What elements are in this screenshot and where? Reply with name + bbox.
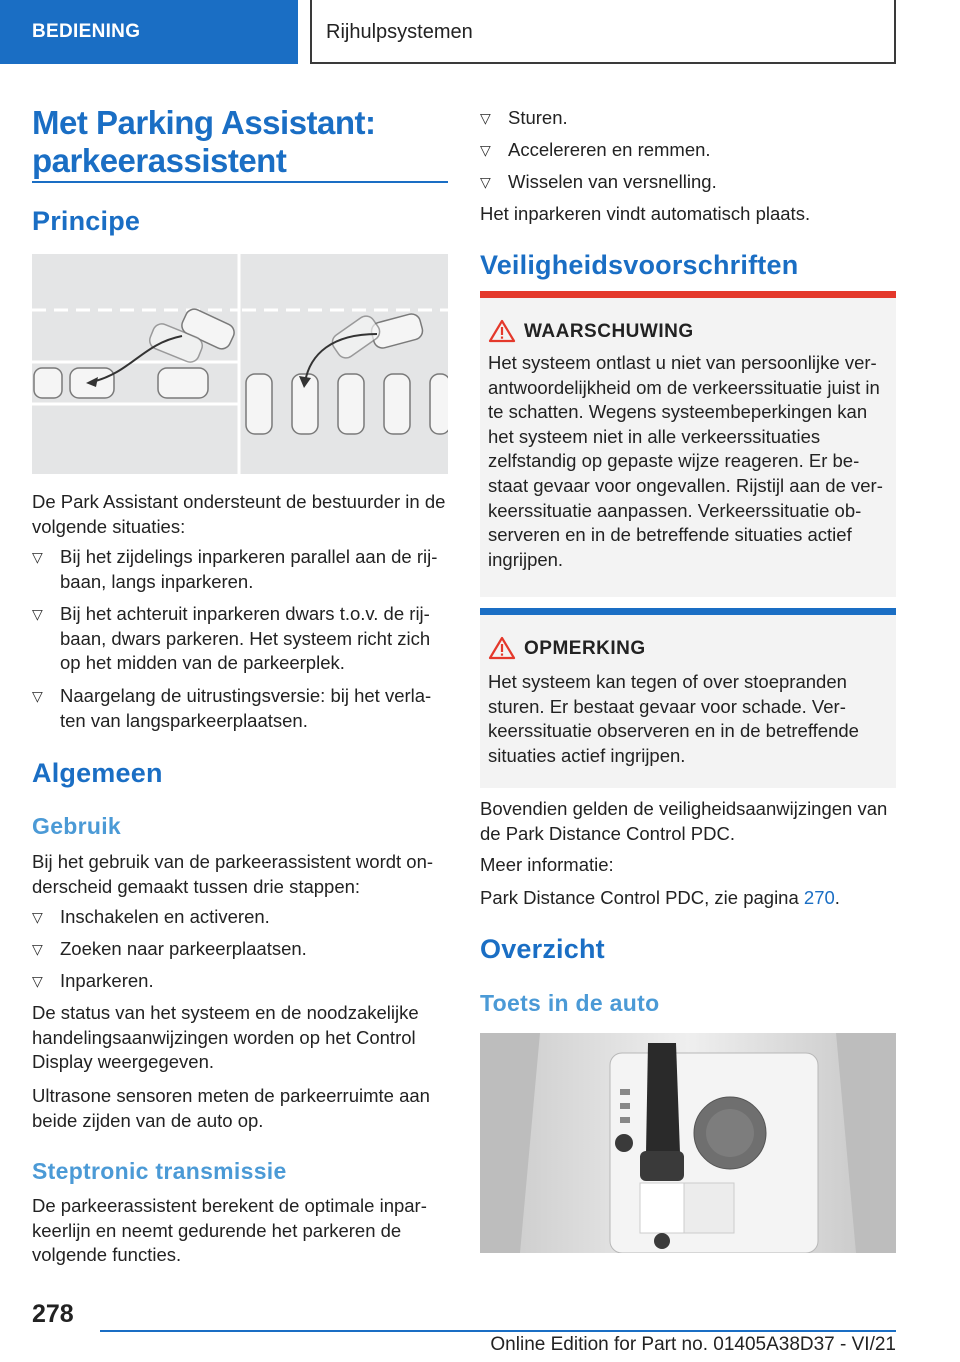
sensor-text: Ultrasone sensoren meten de parkeerruimte aan beide zijden van de auto op. [32, 1085, 430, 1131]
triangle-bullet-icon: ▽ [480, 110, 491, 126]
title-divider [32, 181, 448, 183]
heading-overzicht: Overzicht [480, 934, 605, 964]
warning-text: Het systeem ontlast u niet van persoonlijke ver-antwoordelijkheid om de verkeerssituatie juist in te schatten. Wegens systeembeperkingen kan het systeem niet in alle verkeerssituaties zelfstandig op gepaste wijze reageren. Er be-staat gevaar voor ongevallen. Rijstijl aan de ver-keerssituatie aanpassen. Verkeerssituatie ob-serveren en in de betreffende situaties actief ingrijpen. [488, 352, 883, 570]
also-text: Bovendien gelden de veiligheidsaanwijzingen van de Park Distance Control PDC. [480, 798, 888, 844]
triangle-bullet-icon: ▽ [480, 142, 491, 158]
page-number: 278 [32, 1300, 74, 1328]
triangle-bullet-icon: ▽ [32, 606, 43, 622]
list-item: ▽ Inschakelen en activeren. [32, 905, 448, 930]
status-text: De status van het systeem en de noodzakelijke handelingsaanwijzingen worden op het Control Display weergegeven. [32, 1002, 419, 1072]
list-item: ▽ Bij het zijdelings inparkeren parallel aan de rij-baan, langs inparkeren. [32, 546, 438, 592]
more-info-label: Meer informatie: [480, 854, 614, 875]
principe-intro: De Park Assistant ondersteunt de bestuurder in de volgende situaties: [32, 491, 446, 537]
chapter-title: Rijhulpsystemen [310, 0, 896, 64]
caution-triangle-icon [488, 636, 516, 660]
triangle-bullet-icon: ▽ [32, 973, 43, 989]
footer-edition: Online Edition for Part no. 01405A38D37 - VI/21 [490, 1334, 896, 1355]
warning-bar [480, 291, 896, 298]
more-info-ref: Park Distance Control PDC, zie pagina 270. [480, 887, 840, 908]
list-item: ▽ Inparkeren. [32, 969, 448, 994]
list-item: ▽ Naargelang de uitrustingsversie: bij het verla-ten van langsparkeerplaatsen. [32, 685, 432, 731]
list-item: ▽ Wisselen van versnelling. [480, 170, 896, 195]
heading-steptronic: Steptronic transmissie [32, 1158, 287, 1184]
gebruik-text: Bij het gebruik van de parkeerassistent wordt on-derscheid gemaakt tussen drie stappen: [32, 851, 434, 897]
note-label: OPMERKING [524, 638, 646, 659]
footer-divider [100, 1330, 896, 1332]
heading-gebruik: Gebruik [32, 813, 122, 839]
warning-triangle-icon [488, 319, 516, 343]
parking-diagram [32, 254, 448, 474]
list-item: ▽ Zoeken naar parkeerplaatsen. [32, 937, 448, 962]
note-bar [480, 608, 896, 615]
note-text: Het systeem kan tegen of over stoepranden sturen. Er bestaat gevaar voor schade. Ver-keerssituatie observeren en in de betreffende situaties actief ingrijpen. [488, 671, 859, 766]
console-photo [480, 1033, 896, 1253]
warning-label: WAARSCHUWING [524, 321, 694, 342]
heading-algemeen: Algemeen [32, 758, 163, 788]
triangle-bullet-icon: ▽ [32, 941, 43, 957]
note-box [480, 608, 896, 788]
heading-toets: Toets in de auto [480, 990, 660, 1016]
steptronic-after: Het inparkeren vindt automatisch plaats. [480, 203, 811, 224]
heading-veiligheid: Veiligheidsvoorschriften [480, 250, 799, 280]
heading-principe: Principe [32, 206, 141, 236]
triangle-bullet-icon: ▽ [32, 909, 43, 925]
list-item: ▽ Accelereren en remmen. [480, 138, 896, 163]
section-tab: BEDIENING [0, 0, 298, 64]
parking-illustration [32, 254, 448, 474]
triangle-bullet-icon: ▽ [480, 174, 491, 190]
triangle-bullet-icon: ▽ [32, 688, 43, 704]
list-item: ▽ Bij het achteruit inparkeren dwars t.o.v. de rij-baan, dwars parkeren. Het systeem richt zich op het midden van de parkeerplek. [32, 603, 431, 673]
page-link[interactable]: 270 [803, 887, 835, 908]
warning-box [480, 291, 896, 597]
console-illustration [480, 1033, 896, 1253]
triangle-bullet-icon: ▽ [32, 549, 43, 565]
steptronic-text: De parkeerassistent berekent de optimale inpar-keerlijn en neemt gedurende het parkeren de volgende functies. [32, 1195, 427, 1265]
list-item: ▽ Sturen. [480, 106, 896, 131]
page-title: Met Parking Assistant: parkeerassistent [32, 104, 376, 179]
